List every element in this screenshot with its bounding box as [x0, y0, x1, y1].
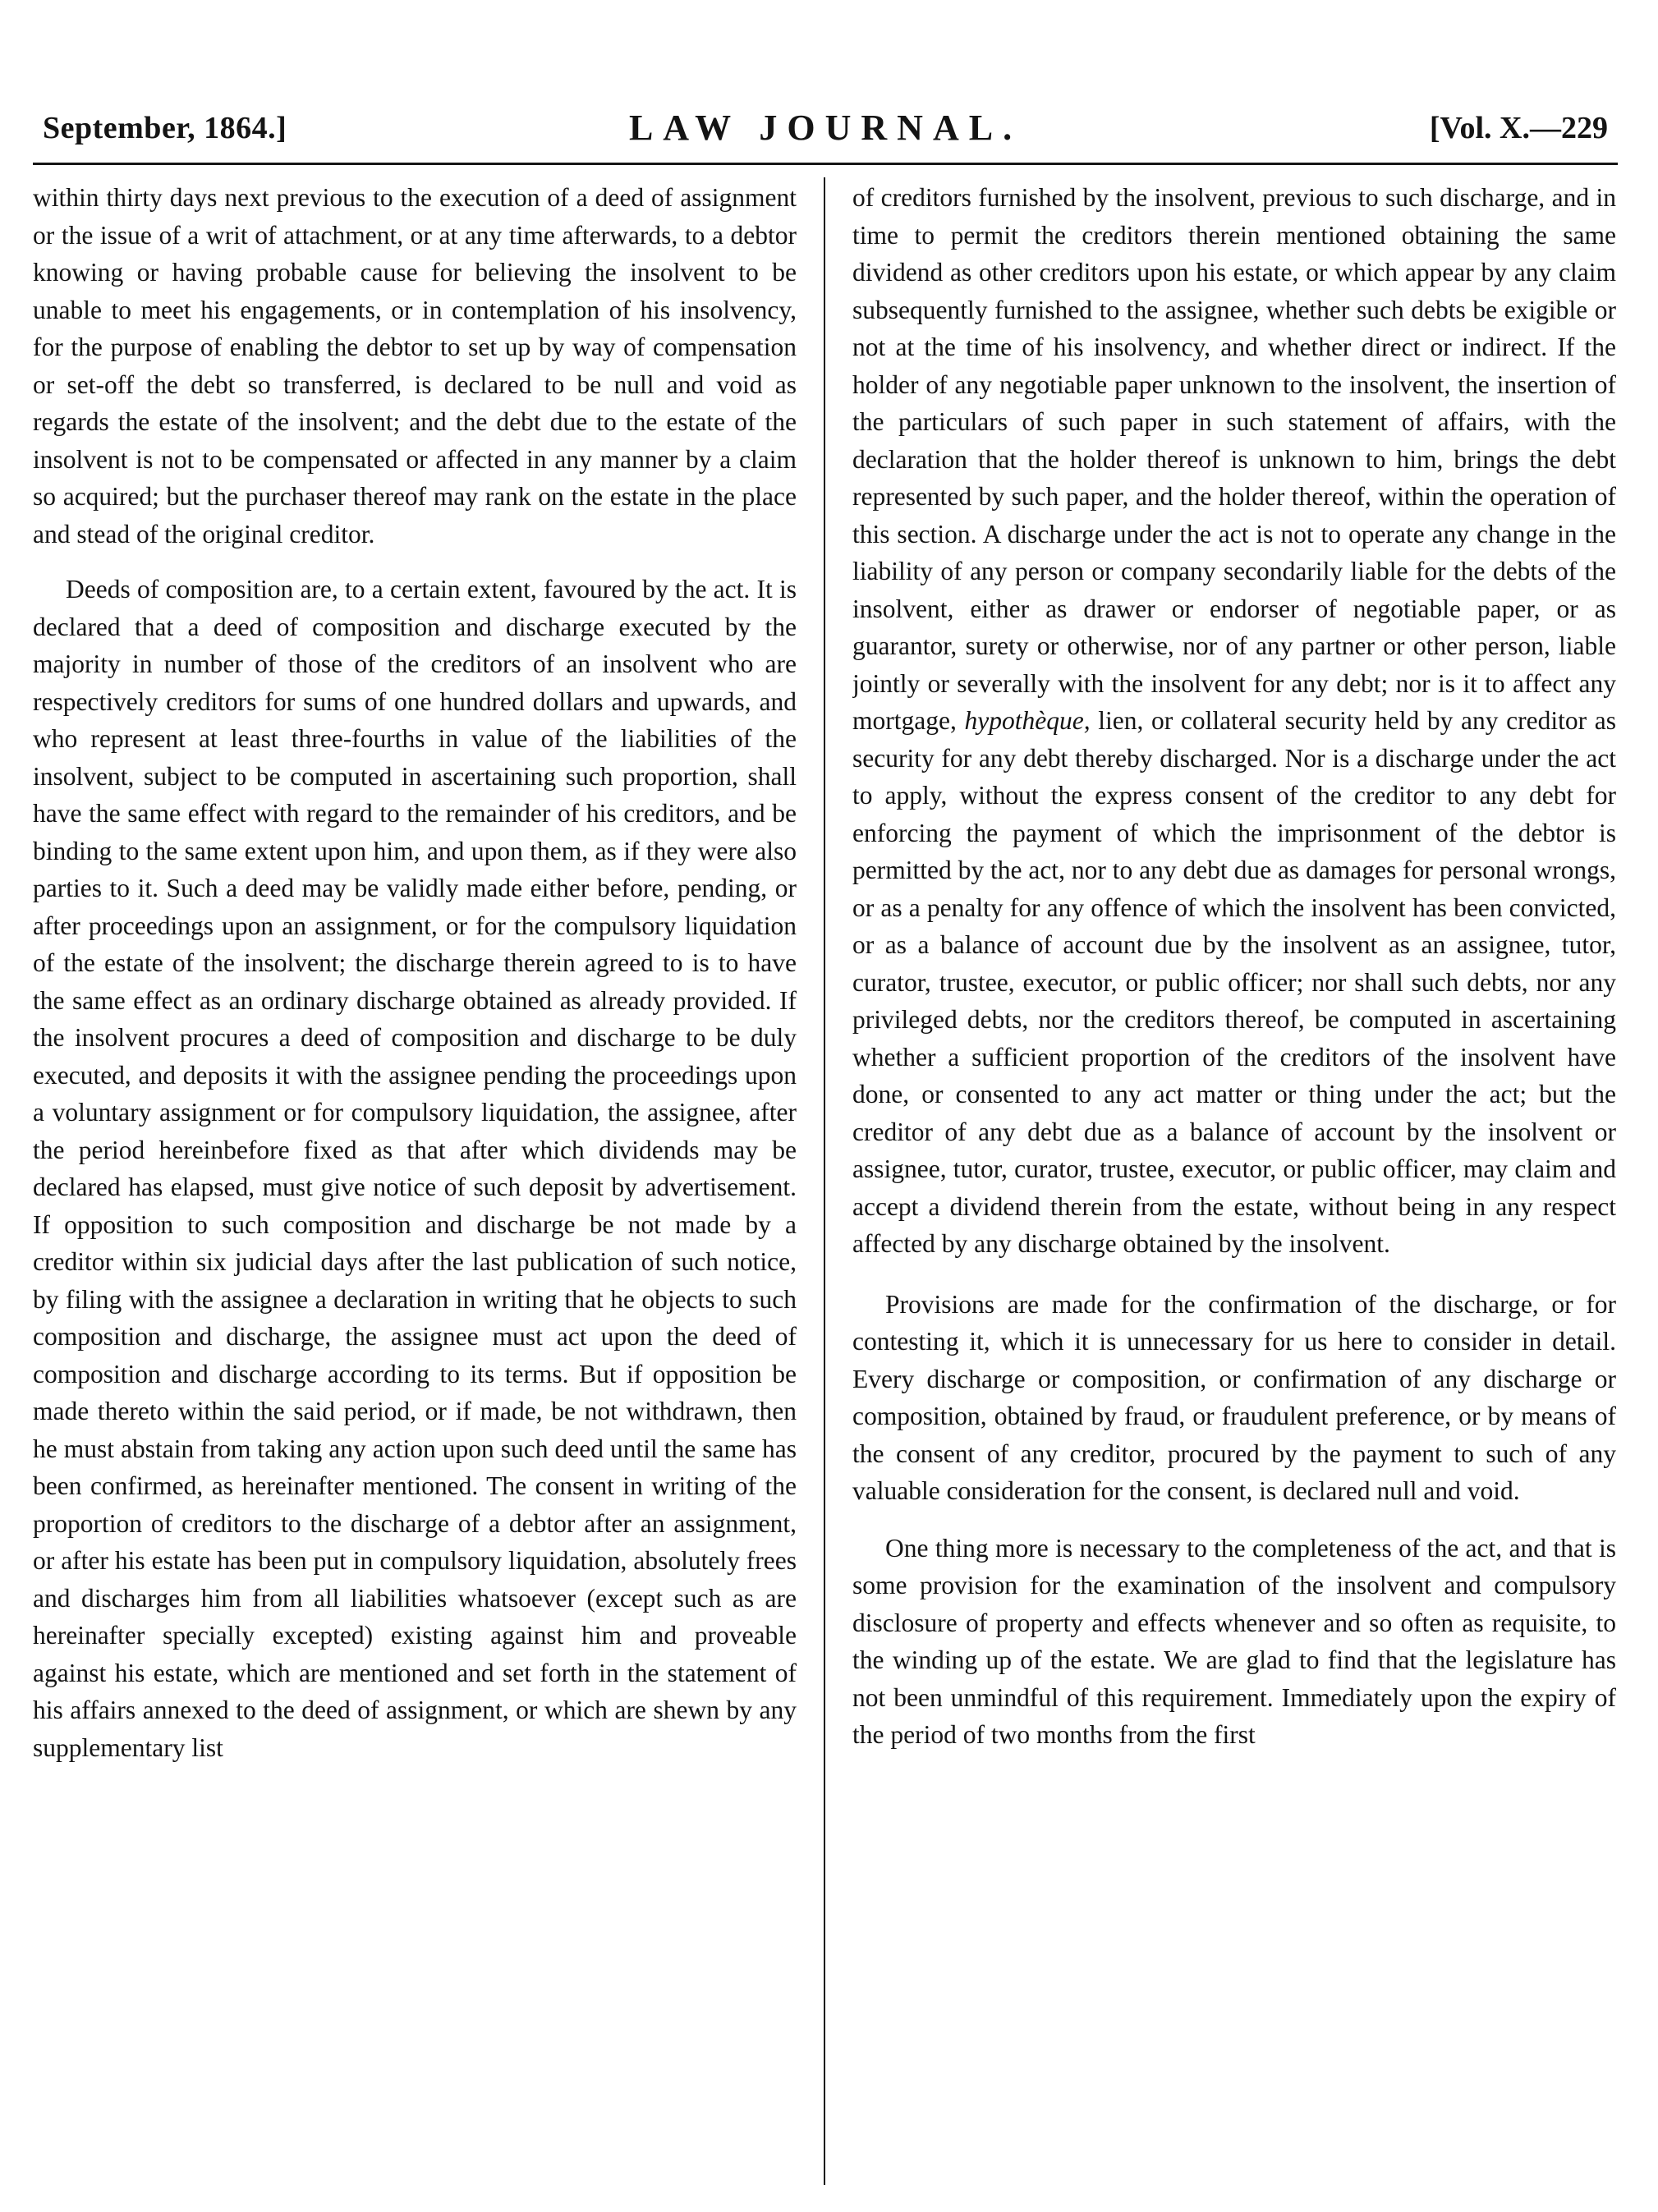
header-rule: [33, 163, 1618, 165]
left-column: [33, 179, 797, 2187]
right-paragraph-3: One thing more is necessary to the completeness of the act, and that is some provision for the examination of the insolvent and compulsory disclosure of property and effects whenever and so often as requisite, to the winding up of the estate. We are glad to find that the legislature has not been unmindful of this requirement. Immediately upon the expiry of the period of two months from the first: [852, 1533, 1616, 1749]
header-volume-page: [Vol. X.—229: [1429, 111, 1608, 145]
right-paragraph-1-part-b: lien, or collateral security held by any creditor as security for any debt thereby discharged. Nor is a discharge under the act to apply, without the express consent of the creditor to any debt for enforcing the payment of which the imprisonment of the debtor is permitted by the act, nor to any debt due as damages for personal wrongs, or as a penalty for any offence of which the insolvent has been convicted, or as a balance of account due by the insolvent as an assignee, tutor, curator, trustee, executor, or public officer; nor shall such debts, nor any privileged debts, nor the creditors thereof, be computed in ascertaining whether a sufficient proportion of the creditors of the insolvent have done, or consented to any act matter or thing under the act; but the creditor of any debt due as a balance of account by the insolvent or assignee, tutor, curator, trustee, executor, or public officer, may claim and accept a dividend therein from the estate, without being in any respect affected by any discharge obtained by the insolvent.: [852, 706, 1616, 1258]
right-paragraph-2: Provisions are made for the confirmation of the discharge, or for contesting it, which it is unnecessary for us here to consider in detail. Every discharge or composition, or confirmation of any discharge or composition, obtained by fraud, or fraudulent preference, or by means of the consent of any creditor, procured by the payment to such of any valuable consideration for the consent, is declared null and void.: [852, 1289, 1616, 1505]
running-header: [33, 99, 1618, 156]
right-paragraph-1: [852, 179, 1616, 1263]
right-paragraph-1-part-a: of creditors furnished by the insolvent, previous to such discharge, and in time to permit the creditors therein mentioned obtaining the same dividend as other creditors upon his estate, or which appear by any claim subsequently furnished to the assignee, whether such debts be exigible or not at the time of his insolvency, and whether direct or indirect. If the holder of any negotiable paper unknown to the insolvent, the insertion of the particulars of such paper in such statement of affairs, with the declaration that the holder thereof is unknown to him, brings the debt represented by such paper, and the holder thereof, within the operation of this section. A discharge under the act is not to operate any change in the liability of any person or company secondarily liable for the debts of the insolvent, either as drawer or endorser of negotiable paper, or as guarantor, surety or otherwise, nor of any partner or other person, liable jointly or severally with the insolvent for any debt; nor is it to affect any mortgage,: [852, 183, 1616, 735]
header-journal-title: LAW JOURNAL.: [628, 108, 1022, 148]
column-divider: [824, 177, 825, 2185]
journal-page: [33, 99, 1618, 2201]
right-column: [852, 179, 1616, 2187]
left-paragraph-2: Deeds of composition are, to a certain extent, favoured by the act. It is declared that a deed of composition and discharge executed by the majority in number of those of the creditors of an insolvent who are respectively creditors for sums of one hundred dollars and upwards, and who represent at least three-fourths in value of the liabilities of the insolvent, subject to be computed in ascertaining such proportion, shall have the same effect with regard to the remainder of his creditors, and be binding to the same extent upon him, and upon them, as if they were also parties to it. Such a deed may be validly made either before, pending, or after proceedings upon an assignment, or for the compulsory liquidation of the estate of the insolvent; the discharge therein agreed to is to have the same effect as an ordinary discharge obtained as already provided. If the insolvent procures a deed of composition and discharge to be duly executed, and deposits it with the assignee pending the proceedings upon a voluntary assignment or for compulsory liquidation, the assignee, after the period hereinbefore fixed as that after which dividends may be declared has elapsed, must give notice of such deposit by advertisement. If opposition to such composition and discharge be not made by a creditor within six judicial days after the last publication of such notice, by filing with the assignee a declaration in writing that he objects to such composition and discharge, the assignee must act upon the deed of composition and discharge according to its terms. But if opposition be made thereto within the said period, or if made, be not withdrawn, then he must abstain from taking any action upon such deed until the same has been confirmed, as hereinafter mentioned. The consent in writing of the proportion of creditors to the discharge of a debtor after an assignment, or after his estate has been put in compulsory liquidation, absolutely frees and discharges him from all liabilities whatsoever (except such as are hereinafter specially excepted) existing against him and proveable against his estate, which are mentioned and set forth in the statement of his affairs annexed to the deed of assignment, or which are shewn by any supplementary list: [33, 575, 797, 1762]
italic-term: hypothèque,: [964, 706, 1091, 735]
header-date: September, 1864.]: [43, 111, 287, 145]
left-paragraph-1: within thirty days next previous to the execution of a deed of assignment or the issue of a writ of attachment, or at any time afterwards, to a debtor knowing or having probable cause for believing the insolvent to be unable to meet his engagements, or in contemplation of his insolvency, for the purpose of enabling the debtor to set up by way of compensation or set-off the debt so transferred, is declared to be null and void as regards the estate of the insolvent; and the debt due to the estate of the insolvent is not to be compensated or affected in any manner by a claim so acquired; but the purchaser thereof may rank on the estate in the place and stead of the original creditor.: [33, 183, 797, 548]
